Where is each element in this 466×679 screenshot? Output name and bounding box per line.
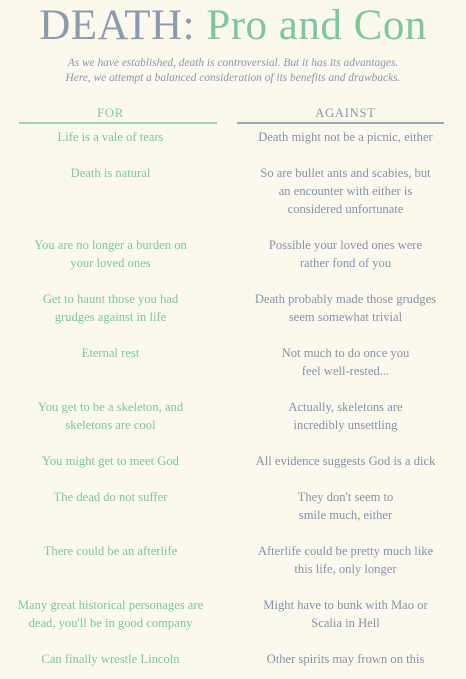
- table-cell-for: [2, 596, 219, 632]
- cell-line: All evidence suggests God is a dick: [255, 454, 436, 468]
- cell-line: this life, only longer: [294, 562, 397, 576]
- cell-line: Death probably made those grudges: [254, 292, 437, 306]
- title-word-pro-and-con: Pro and Con: [206, 2, 427, 49]
- table-cell-against: [237, 650, 454, 668]
- table-cell-against: [237, 344, 454, 380]
- cell-line: They don't seem to: [297, 490, 394, 504]
- cell-line: You are no longer a burden on: [34, 238, 187, 252]
- table-cell-against: [237, 488, 454, 524]
- table-cell-for: [2, 128, 219, 146]
- table-cell-against: [237, 128, 454, 146]
- table-cell-against: [237, 398, 454, 434]
- cell-line: grudges against in life: [54, 310, 167, 324]
- table-cell-for: [2, 344, 219, 362]
- cell-line: rather fond of you: [299, 256, 392, 270]
- cell-line: You might get to meet God: [42, 454, 179, 468]
- cell-line: seem somewhat trivial: [288, 310, 403, 324]
- subtitle: [0, 56, 466, 86]
- table-cell-for: [2, 164, 219, 182]
- page-title: [0, 2, 466, 50]
- cell-line: The dead do not suffer: [53, 490, 168, 504]
- cell-line: Might have to bunk with Mao or: [263, 598, 428, 612]
- table-cell-against: [237, 164, 454, 218]
- table-cell-for: [2, 488, 219, 506]
- cell-line: So are bullet ants and scabies, but: [260, 166, 431, 180]
- cell-line: your loved ones: [70, 256, 151, 270]
- table-cell-for: [2, 236, 219, 272]
- subtitle-line-1: As we have established, death is controversial. But it has its advantages.: [67, 57, 399, 69]
- cell-line: incredibly unsettling: [293, 418, 398, 432]
- cell-line: Death is natural: [70, 166, 151, 180]
- cell-line: Other spirits may frown on this: [266, 652, 425, 666]
- cell-line: Possible your loved ones were: [268, 238, 423, 252]
- table-cell-against: [237, 452, 454, 470]
- cell-line: Can finally wrestle Lincoln: [41, 652, 180, 666]
- column-header-against: AGAINST: [315, 106, 376, 120]
- cell-line: Scalia in Hell: [311, 616, 380, 630]
- cell-line: Afterlife could be pretty much like: [257, 544, 434, 558]
- subtitle-line-2: Here, we attempt a balanced consideration of its benefits and drawbacks.: [65, 72, 401, 84]
- cell-line: feel well-rested...: [301, 364, 390, 378]
- cell-line: Get to haunt those you had: [42, 292, 179, 306]
- cell-line: an encounter with either is: [278, 184, 413, 198]
- cell-line: Death might not be a picnic, either: [258, 130, 433, 144]
- column-header-for: FOR: [97, 106, 124, 120]
- cell-line: smile much, either: [298, 508, 393, 522]
- cell-line: Many great historical personages are: [17, 598, 204, 612]
- cell-line: Not much to do once you: [281, 346, 410, 360]
- table-cell-for: [2, 290, 219, 326]
- table-cell-against: [237, 596, 454, 632]
- table-cell-against: [237, 236, 454, 272]
- table-cell-for: [2, 398, 219, 434]
- cell-line: You get to be a skeleton, and: [37, 400, 184, 414]
- cell-line: considered unfortunate: [287, 202, 404, 216]
- table-cell-for: [2, 650, 219, 668]
- cell-line: dead, you'll be in good company: [28, 616, 193, 630]
- cell-line: Eternal rest: [81, 346, 140, 360]
- table-cell-against: [237, 542, 454, 578]
- cell-line: Life is a vale of tears: [57, 130, 164, 144]
- column-rule-against: [237, 122, 444, 124]
- title-word-death: DEATH:: [39, 2, 196, 49]
- table-cell-for: [2, 542, 219, 560]
- table-cell-for: [2, 452, 219, 470]
- cell-line: Actually, skeletons are: [288, 400, 403, 414]
- column-rule-for: [19, 122, 217, 124]
- cell-line: skeletons are cool: [65, 418, 156, 432]
- cell-line: There could be an afterlife: [43, 544, 178, 558]
- table-cell-against: [237, 290, 454, 326]
